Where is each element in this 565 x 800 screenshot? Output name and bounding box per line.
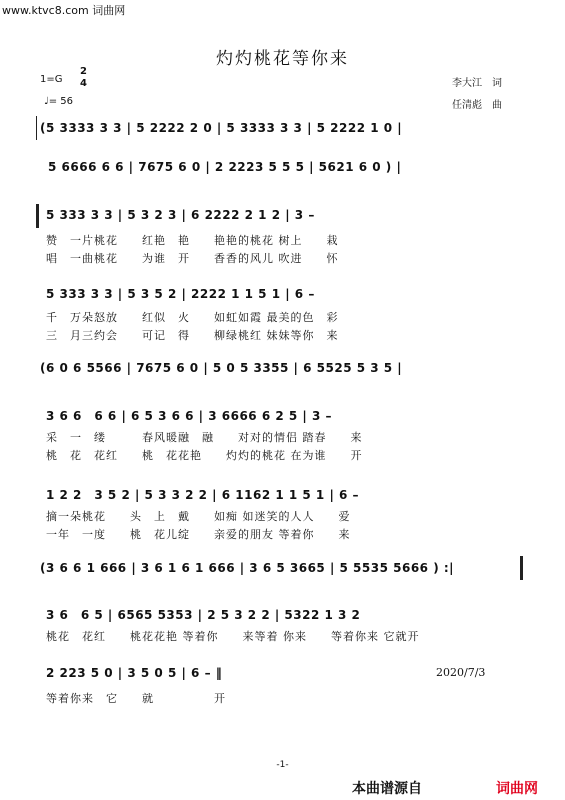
page-number: -1- xyxy=(276,760,289,770)
tempo-marking: ♩= 56 xyxy=(44,96,73,107)
lyrics-verse-1-line-2: 唱 一曲桃花 为谁 开 香香的风儿 吹进 怀 xyxy=(46,252,339,265)
score-line-verse-4: 1 2 2 3 5 2 | 5 3 3 2 2 | 6 1162 1 1 5 1 | 6 – xyxy=(46,488,360,502)
score-line-verse-1: 5 333 3 3 | 5 3 2 3 | 6 2222 2 1 2 | 3 – xyxy=(46,208,315,222)
system-bracket xyxy=(36,116,37,140)
site-url[interactable]: www.ktvc8.com 词曲网 xyxy=(2,4,126,17)
time-signature-bottom: 4 xyxy=(80,78,87,89)
score-line-intro-1: (5 3333 3 3 | 5 2222 2 0 | 5 3333 3 3 | 5 2222 1 0 | xyxy=(40,121,403,135)
date-stamp: 2020/7/3 xyxy=(436,666,486,679)
score-line-verse-2: 5 333 3 3 | 5 3 5 2 | 2222 1 1 5 1 | 6 – xyxy=(46,287,315,301)
page-title: 灼灼桃花等你来 xyxy=(216,49,349,69)
lyrics-coda-1: 桃花 花红 桃花花艳 等着你 来等着 你来 等着你来 它就开 xyxy=(46,630,420,643)
footer-site-logo[interactable]: 词曲网 xyxy=(496,781,538,797)
repeat-start-barline xyxy=(36,204,39,228)
key-signature: 1=G xyxy=(40,74,63,85)
repeat-end-barline xyxy=(520,556,523,580)
lyrics-verse-4-line-1: 摘一朵桃花 头 上 戴 如痴 如迷笑的人人 爱 xyxy=(46,510,351,523)
lyrics-verse-4-line-2: 一年 一度 桃 花儿绽 亲爱的朋友 等着你 来 xyxy=(46,528,351,541)
lyricist-credit: 李大江 词 xyxy=(452,78,502,89)
score-line-interlude-1: (6 0 6 5566 | 7675 6 0 | 5 0 5 3355 | 6 5525 5 3 5 | xyxy=(40,361,403,375)
score-line-verse-3: 3 6 6 6 6 | 6 5 3 6 6 | 3 6666 6 2 5 | 3 – xyxy=(46,409,332,423)
lyrics-verse-2-line-2: 三 月三约会 可记 得 柳绿桃红 妹妹等你 来 xyxy=(46,329,339,342)
score-line-coda-2: 2 223 5 0 | 3 5 0 5 | 6 – ‖ xyxy=(46,666,223,680)
lyrics-verse-1-line-1: 赞 一片桃花 红艳 艳 艳艳的桃花 树上 栽 xyxy=(46,234,339,247)
lyrics-verse-2-line-1: 千 万朵怒放 红似 火 如虹如霞 最美的色 彩 xyxy=(46,311,339,324)
score-line-interlude-2: (3 6 6 1 666 | 3 6 1 6 1 666 | 3 6 5 3665 | 5 5535 5666 ) :| xyxy=(40,561,455,575)
score-line-intro-2: 5 6666 6 6 | 7675 6 0 | 2 2223 5 5 5 | 5621 6 0 ) | xyxy=(48,160,402,174)
score-line-coda-1: 3 6 6 5 | 6565 5353 | 2 5 3 2 2 | 5322 1 3 2 xyxy=(46,608,361,622)
lyrics-verse-3-line-1: 采 一 缕 春风暖融 融 对对的情侣 踏春 来 xyxy=(46,431,363,444)
time-signature-top: 2 xyxy=(80,66,87,77)
composer-credit: 任清彪 曲 xyxy=(452,100,502,111)
lyrics-verse-3-line-2: 桃 花 花红 桃 花花艳 灼灼的桃花 在为谁 开 xyxy=(46,449,363,462)
lyrics-coda-2: 等着你来 它 就 开 xyxy=(46,692,226,705)
footer-source-text: 本曲谱源自 xyxy=(352,781,422,797)
